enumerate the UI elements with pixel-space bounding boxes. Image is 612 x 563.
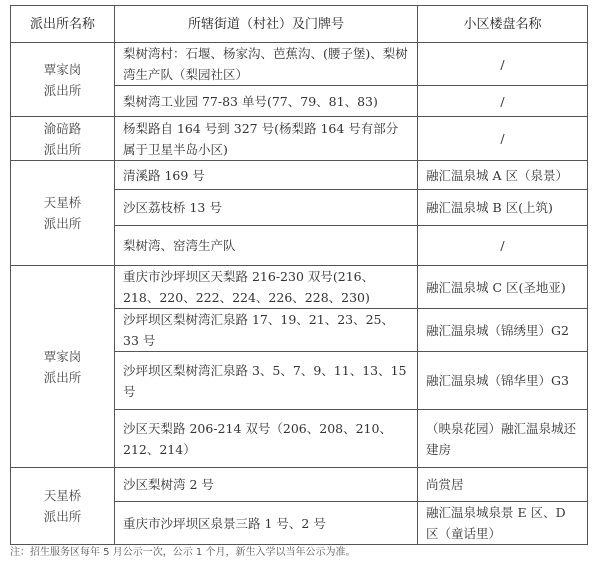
table-row [11,117,588,161]
community-cell: / [418,226,588,266]
station-cell [11,161,115,266]
community-cell: 融汇温泉城 C 区(圣地亚) [418,266,588,309]
community-cell: 尚赏居 [418,468,588,502]
station-name-line: 天星桥 [43,195,82,210]
station-name-line: 覃家岗 [43,348,82,364]
table-row [11,266,588,309]
station-name-line: 派出所 [43,82,82,98]
station-name-line: 派出所 [43,509,82,524]
address-cell: 重庆市沙坪坝区天梨路 216-230 双号(216、218、220、222、224、226、228、230) [115,266,418,309]
station-cell [11,43,115,117]
station-name-line: 渝碚路 [43,120,82,136]
station-name-line: 覃家岗 [43,61,82,77]
station-cell [11,468,115,545]
header-community: 小区楼盘名称 [418,6,588,43]
community-cell: 融汇温泉城（锦华里）G3 [418,352,588,410]
community-cell: / [418,86,588,117]
header-address: 所辖街道（村社）及门牌号 [115,6,418,43]
community-cell: 融汇温泉城 B 区(上筑) [418,190,588,226]
address-cell: 梨树湾工业园 77-83 单号(77、79、81、83) [115,86,418,117]
address-cell: 沙区荔枝桥 13 号 [115,190,418,226]
footnote: 注：招生服务区每年 5 月公示一次，公示 1 个月，新生入学以当年公示为准。 [10,547,356,558]
table-body [11,43,588,545]
station-name-line: 天星桥 [43,488,82,503]
address-cell: 沙坪坝区梨树湾汇泉路 3、5、7、9、11、13、15 号 [115,352,418,410]
table-row [11,161,588,190]
address-cell: 重庆市沙坪坝区泉景三路 1 号、2 号 [115,502,418,545]
address-cell: 沙区天梨路 206-214 双号（206、208、210、212、214） [115,410,418,468]
address-cell: 清溪路 169 号 [115,161,418,190]
address-cell: 杨梨路自 164 号到 327 号(杨梨路 164 号有部分属于卫星半岛小区) [115,117,418,161]
header-station: 派出所名称 [11,6,115,43]
community-cell: 融汇温泉城泉景 E 区、D 区（童话里） [418,502,588,545]
enrollment-zone-table [10,5,588,545]
community-cell: （映泉花园）融汇温泉城还建房 [418,410,588,468]
community-cell: / [418,43,588,86]
table-row [11,468,588,502]
address-cell: 梨树湾村：石堰、杨家沟、芭蕉沟、(腰子堡)、梨树湾生产队（梨园社区） [115,43,418,86]
community-cell: 融汇温泉城 A 区（泉景） [418,161,588,190]
station-cell [11,266,115,468]
table-header-row [11,6,588,43]
station-cell [11,117,115,161]
address-cell: 沙坪坝区梨树湾汇泉路 17、19、21、23、25、33 号 [115,309,418,352]
station-name-line: 派出所 [43,141,82,157]
address-cell: 梨树湾、窑湾生产队 [115,226,418,266]
address-cell: 沙区梨树湾 2 号 [115,468,418,502]
station-name-line: 派出所 [43,369,82,385]
community-cell: / [418,117,588,161]
community-cell: 融汇温泉城（锦绣里）G2 [418,309,588,352]
station-name-line: 派出所 [43,216,82,231]
table-row [11,43,588,86]
